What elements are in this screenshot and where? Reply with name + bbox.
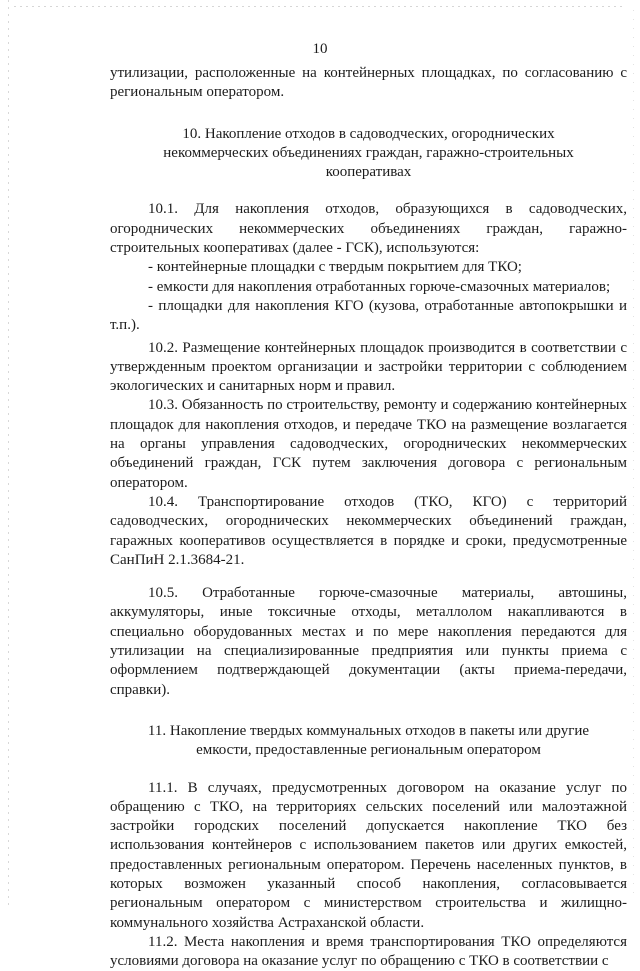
section-10-heading: 10. Накопление отходов в садоводческих, огороднических некоммерческих объединениях граждан, гаражно-строительных кооперативах [163,125,574,181]
list-item: - емкости для накопления отработанных горюче-смазочных материалов; [148,278,611,295]
scan-edge-top [14,6,626,7]
page-number: 10 [312,41,328,57]
paragraph-10-5: 10.5. Отработанные горюче-смазочные материалы, автошины, аккумуляторы, иные токсичные отходы, металлолом накапливаются в специально оборудованных местах и по мере накопления передаются для утилизации на специализированные предприятия или пункты приема с оформлением подтверждающей документации (акты приема-передачи, справки). [110,585,627,698]
scan-edge-right [633,10,634,895]
paragraph-11-2: 11.2. Места накопления и время транспортирования ТКО определяются условиями договора на оказание услуг по обращению с ТКО в соответствии с [110,933,627,970]
paragraph-10-1: 10.1. Для накопления отходов, образующихся в садоводческих, огороднических некоммерческих объединениях граждан, гаражно-строительных кооперативах (далее - ГСК), используются: [110,201,627,257]
paragraph-10-3: 10.3. Обязанность по строительству, ремонту и содержанию контейнерных площадок для накопления отходов, и передаче ТКО на размещение возлагается на органы управления садоводческих, огороднических некоммерческих объединений граждан, ГСК путем заключения договора с региональным оператором. [110,397,627,491]
intro-paragraph: утилизации, расположенные на контейнерных площадках, по согласованию с региональным оператором. [110,65,627,101]
paragraph-10-2: 10.2. Размещение контейнерных площадок производится в соответствии с утвержденным проектом организации и застройки территории с соблюдением экологических и санитарных норм и правил. [110,339,627,395]
section-11-heading: 11. Накопление твердых коммунальных отходов в пакеты или другие емкости, предоставленные региональным оператором [147,722,590,759]
paragraph-11-1: 11.1. В случаях, предусмотренных договором на оказание услуг по обращению с ТКО, на территориях сельских поселений или малоэтажной застройки городских поселений допускается накопление ТКО без использования контейнеров с использованием пакетов или других емкостей, предоставленных региональным оператором. Перечень населенных пунктов, в которых возможен указанный способ накопления, согласовывается региональным оператором с министерством строительства и жилищно-коммунального хозяйства Астраханской области. [110,779,627,931]
paragraph-10-4: 10.4. Транспортирование отходов (ТКО, КГО) с территорий садоводческих, огороднических некоммерческих объединений граждан, гаражных кооперативов осуществляется в порядке и сроки, предусмотренные СанПиН 2.1.3684-21. [110,493,627,568]
document-body [110,64,627,971]
list-item: - площадки для накопления КГО (кузова, отработанные автопокрышки и т.п.). [110,297,627,334]
list-item: - контейнерные площадки с твердым покрытием для ТКО; [148,259,522,276]
scan-edge-left [8,0,9,905]
